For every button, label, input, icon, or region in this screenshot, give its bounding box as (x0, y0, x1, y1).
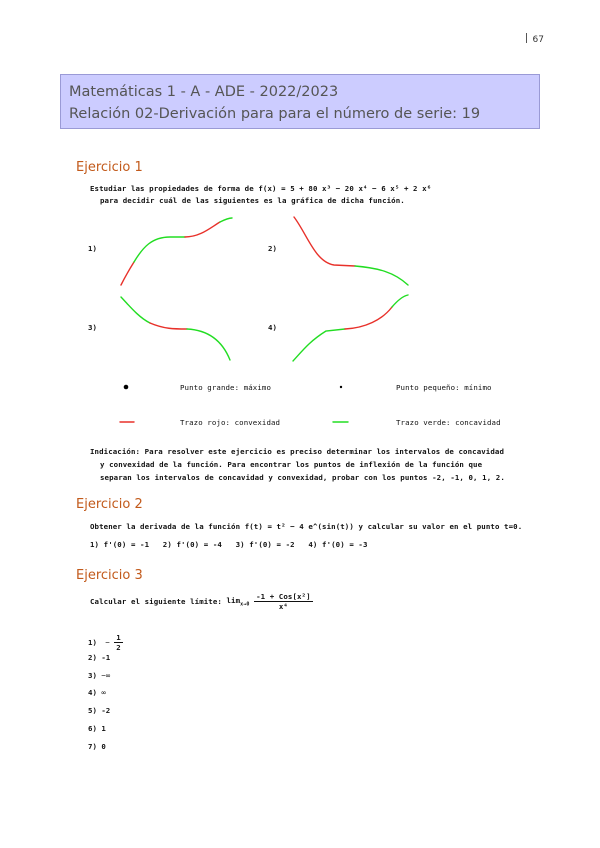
ex3-option-1-den: 2 (116, 643, 121, 652)
ex3-numerator: -1 + Cos[x²] (256, 592, 311, 601)
ex3-denominator: x⁴ (278, 602, 288, 611)
ex3-fraction (254, 592, 313, 611)
graph2-red-segment (294, 217, 355, 266)
ex3-lim-sub: x→0 (240, 601, 250, 608)
ex3-option-1-num: 1 (116, 633, 121, 642)
ex1-hint-line2: y convexidad de la función. Para encontrar los puntos de inflexión de la función que (100, 460, 483, 469)
graph3-green-segment-2 (187, 329, 230, 360)
ex1-option-2-label: 2) (268, 244, 277, 253)
legend-small-point-icon (340, 386, 342, 388)
ex3-option-1-fraction (114, 633, 122, 652)
legend-red: Trazo rojo: convexidad (180, 418, 281, 427)
ex3-option-3-label: 3) (88, 671, 97, 680)
ex3-lim-text: lim (226, 595, 241, 605)
graph4-green-segment-2 (392, 295, 408, 307)
ex1-hint-line1: Indicación: Para resolver este ejercicio es preciso determinar los intervalos de concavidad (90, 447, 505, 456)
ex1-statement-line2: para decidir cuál de las siguientes es la gráfica de dicha función. (100, 196, 405, 205)
ex3-option-2 (88, 653, 110, 662)
ex1-hint-line3: separan los intervalos de concavidad y convexidad, probar con los puntos -2, -1, 0, 1, 2. (100, 473, 505, 482)
graph4-red-segment (345, 307, 392, 329)
ex2-title: Ejercicio 2 (76, 497, 143, 512)
ex1-option-4-label: 4) (268, 323, 277, 332)
ex3-statement (90, 592, 313, 611)
ex2-statement-suffix: y calcular su valor en el punto t=0. (358, 522, 523, 531)
ex3-limit-symbol (226, 595, 250, 608)
ex3-option-3 (88, 671, 110, 680)
legend-big-point-icon (124, 385, 129, 390)
graph2-green-segment (355, 266, 408, 285)
ex3-option-5 (88, 706, 110, 715)
ex3-option-6-value: 1 (101, 724, 106, 733)
ex3-option-7-label: 7) (88, 742, 97, 751)
page-number-text: 67 (532, 35, 544, 45)
ex1-statement-prefix: Estudiar las propiedades de forma de (90, 184, 254, 193)
ex1-option-1-label: 1) (88, 244, 97, 253)
ex3-option-5-label: 5) (88, 706, 97, 715)
legend-green: Trazo verde: concavidad (396, 418, 501, 427)
ex3-option-7 (88, 742, 106, 751)
graph1-green-segment-2 (220, 218, 232, 222)
ex2-function: f(t) = t² − 4 e^(sin(t)) (244, 522, 354, 531)
ex2-statement-prefix: Obtener la derivada de la función (90, 522, 241, 531)
ex3-option-6 (88, 724, 106, 733)
graph1-red-segment-2 (185, 222, 220, 237)
ex2-answers: 1) f'(0) = -1 2) f'(0) = -4 3) f'(0) = -2 4) f'(0) = -3 (90, 540, 368, 549)
ex3-option-1-label: 1) (88, 638, 97, 647)
ex3-option-2-value: -1 (101, 653, 111, 662)
ex3-option-7-value: 0 (101, 742, 106, 751)
ex3-option-4 (88, 688, 106, 697)
ex3-option-2-label: 2) (88, 653, 97, 662)
ex3-option-1 (88, 633, 123, 652)
ex3-option-4-label: 4) (88, 688, 97, 697)
ex3-option-6-label: 6) (88, 724, 97, 733)
legend-big-point: Punto grande: máximo (180, 383, 271, 392)
ex3-option-3-value: −∞ (101, 671, 111, 680)
ex3-option-1-sign: − (105, 638, 110, 647)
graph3-green-segment (121, 297, 150, 323)
graph3-red-segment (150, 323, 187, 329)
header-title: Matemáticas 1 - A - ADE - 2022/2023 (69, 84, 339, 100)
ex3-title: Ejercicio 3 (76, 568, 143, 583)
header-subtitle: Relación 02-Derivación para para el número de serie: 19 (69, 106, 481, 122)
ex1-option-3-label: 3) (88, 323, 97, 332)
ex2-statement (90, 522, 522, 531)
ex3-option-5-value: -2 (101, 706, 111, 715)
graph4-green-segment (293, 329, 345, 361)
ex3-option-4-value: ∞ (101, 688, 106, 697)
ex3-statement-prefix: Calcular el siguiente límite: (90, 597, 222, 606)
graph1-red-segment (121, 262, 134, 285)
ex1-function: f(x) = 5 + 80 x³ − 20 x⁴ − 6 x⁵ + 2 x⁶ (258, 184, 432, 193)
ex1-title: Ejercicio 1 (76, 160, 143, 175)
legend-small-point: Punto pequeño: mínimo (396, 383, 492, 392)
graph1-green-segment (134, 237, 185, 262)
